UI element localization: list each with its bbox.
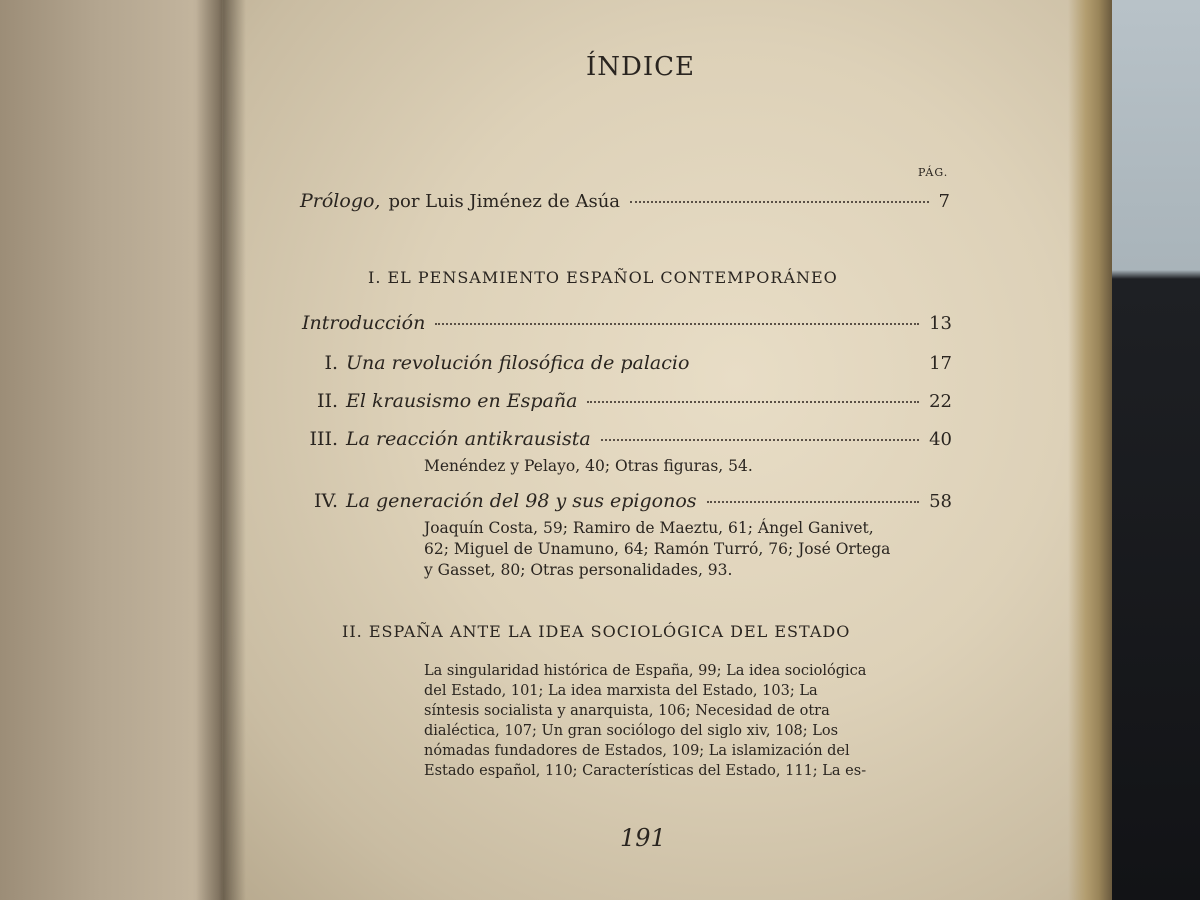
toc-entry-chapter-2: [300, 390, 952, 416]
part2-heading: II. ESPAÑA ANTE LA IDEA SOCIOLÓGICA DEL ESTADO: [342, 622, 851, 641]
page-column-label: PÁG.: [918, 166, 949, 179]
page-number: 22: [929, 391, 952, 412]
book-gutter: [196, 0, 246, 900]
part2-text-line-2: del Estado, 101; La idea marxista del Estado, 103; La: [424, 683, 818, 699]
toc-entry-chapter-3: [300, 428, 952, 454]
toc-entry-chapter-4: [300, 490, 952, 516]
chapter-4-subentry-line-3: y Gasset, 80; Otras personalidades, 93.: [424, 561, 733, 579]
page-number: 7: [938, 191, 950, 212]
intro-label: Introducción: [302, 312, 426, 334]
chapter-title: La reacción antikrausista: [346, 428, 591, 450]
chapter-title: La generación del 98 y sus epigonos: [346, 490, 697, 512]
prologo-label: Prólogo,: [300, 190, 381, 212]
part1-heading: I. EL PENSAMIENTO ESPAÑOL CONTEMPORÁNEO: [368, 268, 838, 287]
chapter-numeral: I.: [324, 352, 338, 374]
chapter-4-subentry-line-1: Joaquín Costa, 59; Ramiro de Maeztu, 61; Ángel Ganivet,: [424, 519, 874, 537]
part2-text-line-3: síntesis socialista y anarquista, 106; Necesidad de otra: [424, 703, 830, 719]
chapter-numeral: IV.: [314, 490, 338, 512]
page-number: 17: [929, 353, 952, 374]
page-number: 40: [929, 429, 952, 450]
dot-leader: [601, 439, 919, 441]
toc-entry-prologo: [300, 190, 950, 216]
page-edge: [1068, 0, 1112, 900]
page-number: 13: [929, 313, 952, 334]
dot-leader: [435, 323, 919, 325]
background-right: [1110, 0, 1200, 900]
chapter-numeral: III.: [309, 428, 338, 450]
page-folio: 191: [620, 824, 666, 852]
chapter-4-subentry-line-2: 62; Miguel de Unamuno, 64; Ramón Turró, 76; José Ortega: [424, 540, 891, 558]
dot-leader: [587, 401, 919, 403]
chapter-title: El krausismo en España: [346, 390, 578, 412]
part2-text-line-4: dialéctica, 107; Un gran sociólogo del siglo xiv, 108; Los: [424, 723, 839, 739]
chapter-numeral: II.: [316, 390, 338, 412]
dot-leader: [630, 201, 929, 203]
index-title: ÍNDICE: [586, 52, 696, 82]
page-number: 58: [929, 491, 952, 512]
part2-text-line-5: nómadas fundadores de Estados, 109; La islamización del: [424, 743, 850, 759]
part2-text-line-6: Estado español, 110; Características del Estado, 111; La es-: [424, 763, 867, 779]
chapter-title: Una revolución filosófica de palacio: [346, 352, 690, 374]
chapter-3-subentries: Menéndez y Pelayo, 40; Otras figuras, 54.: [424, 457, 753, 475]
part2-text-line-1: La singularidad histórica de España, 99; La idea sociológica: [424, 663, 867, 679]
dot-leader: [707, 501, 920, 503]
prologo-author: por Luis Jiménez de Asúa: [388, 191, 621, 212]
toc-entry-chapter-1: [300, 352, 952, 378]
toc-entry-intro: [302, 312, 952, 338]
